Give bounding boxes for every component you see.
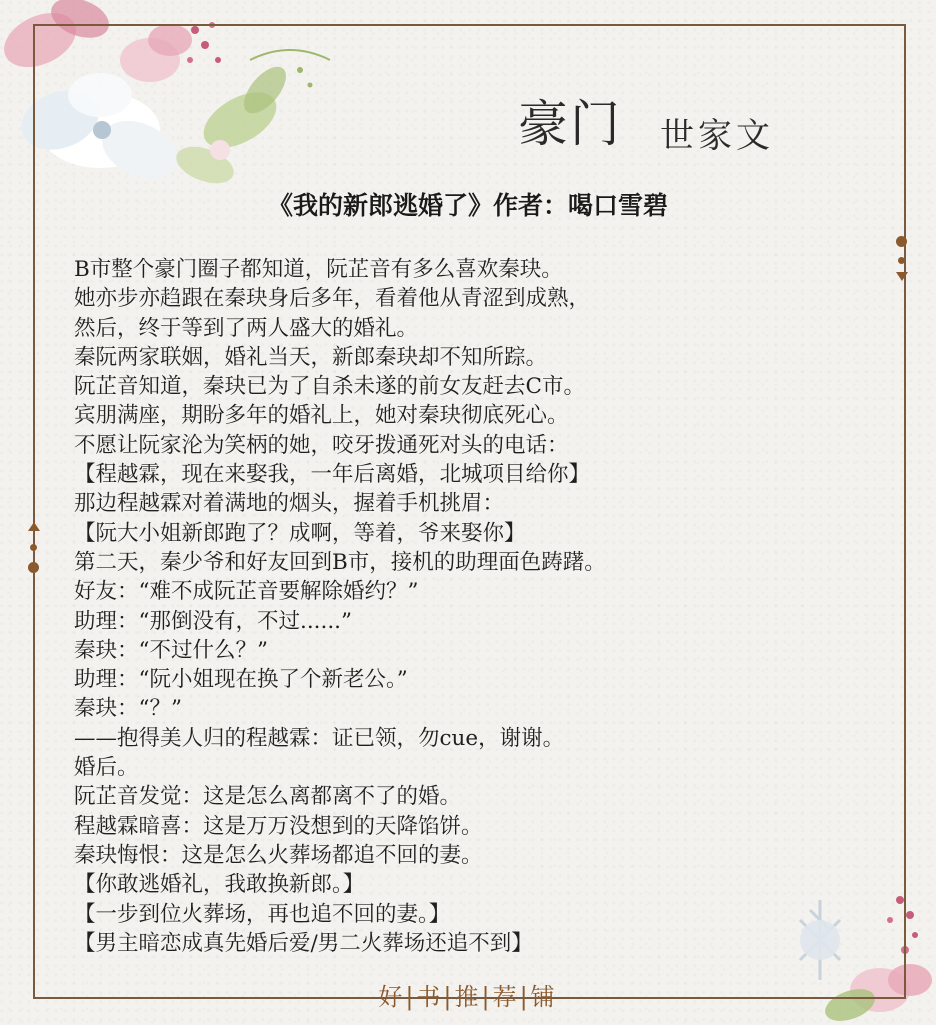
title-small: 世家文 bbox=[660, 116, 774, 156]
synopsis-line: 婚后。 bbox=[74, 755, 139, 781]
synopsis-line: 好友：“难不成阮芷音要解除婚约？” bbox=[74, 579, 419, 605]
synopsis-line: 【你敢逃婚礼，我敢换新郎。】 bbox=[74, 872, 365, 898]
synopsis-line: 那边程越霖对着满地的烟头，握着手机挑眉： bbox=[74, 491, 505, 517]
synopsis-line: 宾朋满座，期盼多年的婚礼上，她对秦玦彻底死心。 bbox=[74, 403, 569, 429]
synopsis-line: 秦阮两家联姻，婚礼当天，新郎秦玦却不知所踪。 bbox=[74, 344, 548, 370]
synopsis-line: 程越霖暗喜：这是万万没想到的天降馅饼。 bbox=[74, 813, 483, 839]
synopsis-line: ——抱得美人归的程越霖：证已领，勿cue，谢谢。 bbox=[74, 725, 565, 751]
synopsis-line: 【一步到位火葬场，再也追不回的妻。】 bbox=[74, 901, 451, 927]
synopsis-line: 她亦步亦趋跟在秦玦身后多年，看着他从青涩到成熟， bbox=[74, 286, 591, 312]
book-title-author: 《我的新郎逃婚了》作者：喝口雪碧 bbox=[267, 191, 668, 220]
ornament-dot-left-bottom bbox=[28, 562, 39, 573]
synopsis-line: 【男主暗恋成真先婚后爱/男二火葬场还追不到】 bbox=[74, 930, 533, 956]
synopsis-line: 【阮大小姐新郎跑了？成啊，等着，爷来娶你】 bbox=[74, 520, 526, 546]
ornament-dot-right-top bbox=[896, 236, 907, 247]
ornament-triangle-left bbox=[28, 522, 40, 531]
synopsis-line: 阮芷音发觉：这是怎么离都离不了的婚。 bbox=[74, 784, 462, 810]
synopsis-line: 秦玦悔恨：这是怎么火葬场都追不回的妻。 bbox=[74, 842, 483, 868]
synopsis-line: 然后，终于等到了两人盛大的婚礼。 bbox=[74, 315, 419, 341]
title-large: 豪门 bbox=[518, 95, 622, 153]
synopsis-line: 【程越霖，现在来娶我，一年后离婚，北城项目给你】 bbox=[74, 462, 591, 488]
ornament-dot-left-mid bbox=[30, 544, 37, 551]
ornament-dot-right-mid bbox=[898, 257, 905, 264]
synopsis-text bbox=[74, 255, 874, 958]
synopsis-line: 第二天，秦少爷和好友回到B市，接机的助理面色踌躇。 bbox=[74, 549, 606, 575]
synopsis-line: 不愿让阮家沦为笑柄的她，咬牙拨通死对头的电话： bbox=[74, 432, 569, 458]
synopsis-line: 助理：“那倒没有，不过......” bbox=[74, 608, 352, 634]
ornament-triangle-right bbox=[896, 272, 908, 281]
synopsis-line: B市整个豪门圈子都知道，阮芷音有多么喜欢秦玦。 bbox=[74, 257, 563, 282]
synopsis-line: 秦玦：“？” bbox=[74, 696, 182, 722]
synopsis-line: 秦玦：“不过什么？” bbox=[74, 637, 268, 663]
synopsis-line: 助理：“阮小姐现在换了个新老公。” bbox=[74, 667, 408, 693]
footer-signature: 好|书|推|荐|铺 bbox=[378, 983, 558, 1011]
synopsis-line: 阮芷音知道，秦玦已为了自杀未遂的前女友赶去C市。 bbox=[74, 374, 585, 400]
